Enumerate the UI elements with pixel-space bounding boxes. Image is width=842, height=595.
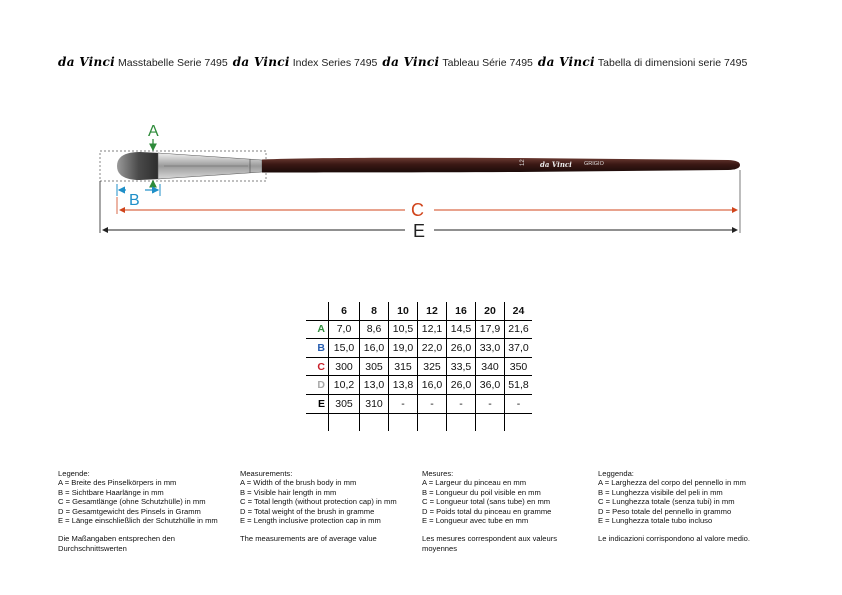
- table-cell: [505, 413, 533, 431]
- legend-line: A = Larghezza del corpo del pennello in mm: [598, 478, 746, 488]
- label-a: A: [148, 123, 159, 140]
- brush-hair: [117, 152, 160, 180]
- legend-line: D = Poids total du pinceau en gramme: [422, 506, 552, 516]
- table-cell: [389, 413, 418, 431]
- row-label: A: [306, 320, 329, 339]
- table-cell: 26,0: [447, 339, 476, 358]
- legend-line: C = Gesamtlänge (ohne Schutzhülle) in mm: [58, 497, 206, 507]
- table-row: [306, 394, 532, 413]
- header-title-it: Tabella di dimensioni serie 7495: [597, 57, 748, 69]
- table-cell: -: [476, 394, 505, 413]
- table-cell: 51,8: [505, 376, 533, 395]
- legend-title: Leggenda:: [598, 469, 634, 478]
- header-title-de: Masstabelle Serie 7495: [118, 57, 228, 69]
- table-cell: 315: [389, 357, 418, 376]
- label-e: E: [413, 221, 426, 241]
- column-header: 24: [505, 302, 533, 320]
- table-cell: 305: [360, 357, 389, 376]
- table-header-row: [306, 302, 532, 320]
- table-row: [306, 339, 532, 358]
- table-cell: 305: [329, 394, 360, 413]
- table-cell: 37,0: [505, 339, 533, 358]
- column-header: 6: [329, 302, 360, 320]
- handle-size-label: 12: [520, 159, 526, 166]
- legend-line: E = Longueur avec tube en mm: [422, 516, 529, 526]
- legend-note: Le indicazioni corrispondono al valore medio.: [598, 534, 750, 544]
- legend-line: D = Peso totale del pennello in grammo: [598, 506, 732, 516]
- table-cell: -: [447, 394, 476, 413]
- table-cell: 33,0: [476, 339, 505, 358]
- row-label: [306, 413, 329, 431]
- table-cell: 13,0: [360, 376, 389, 395]
- legend-line: B = Sichtbare Haarlänge in mm: [58, 487, 164, 497]
- table-cell: 350: [505, 357, 533, 376]
- table-cell: 16,0: [360, 339, 389, 358]
- size-table: [306, 302, 532, 431]
- label-b: B: [129, 192, 140, 209]
- legend-line: C = Lunghezza totale (senza tubi) in mm: [598, 497, 735, 507]
- table-row: [306, 413, 532, 431]
- header-title-en: Index Series 7495: [292, 57, 378, 69]
- legend-title: Legende:: [58, 469, 90, 478]
- legend-it: [598, 469, 750, 544]
- brush-handle: [262, 158, 740, 173]
- table-cell: 17,9: [476, 320, 505, 339]
- label-c: C: [411, 200, 424, 220]
- table-cell: -: [418, 394, 447, 413]
- legend-fr: [422, 469, 557, 553]
- brand-logo: da Vinci: [232, 55, 290, 69]
- column-header: 12: [418, 302, 447, 320]
- column-header: 16: [447, 302, 476, 320]
- brand-logo: da Vinci: [58, 55, 115, 69]
- table-cell: [329, 413, 360, 431]
- legend-line: D = Gesamtgewicht des Pinsels in Gramm: [58, 506, 201, 516]
- legend-line: B = Lunghezza visibile del peli in mm: [598, 487, 723, 497]
- table-cell: [418, 413, 447, 431]
- column-header: 8: [360, 302, 389, 320]
- table-cell: 12,1: [418, 320, 447, 339]
- table-row: [306, 357, 532, 376]
- legend-line: E = Länge einschließlich der Schutzhülle in mm: [58, 516, 218, 526]
- brand-logo: da Vinci: [537, 55, 595, 69]
- column-header: 10: [389, 302, 418, 320]
- brush-diagram: [0, 0, 842, 260]
- legend-line: A = Width of the brush body in mm: [240, 478, 357, 488]
- table-cell: 15,0: [329, 339, 360, 358]
- table-cell: 300: [329, 357, 360, 376]
- table-cell: 26,0: [447, 376, 476, 395]
- table-cell: [360, 413, 389, 431]
- legend-note: Die Maßangaben entsprechen den Durchschnittswerten: [58, 534, 175, 553]
- table-cell: 13,8: [389, 376, 418, 395]
- table-cell: 10,5: [389, 320, 418, 339]
- table-cell: 325: [418, 357, 447, 376]
- header-title-fr: Tableau Série 7495: [442, 57, 533, 69]
- table-cell: 19,0: [389, 339, 418, 358]
- table-cell: -: [505, 394, 533, 413]
- legend-line: E = Lunghezza totale tubo incluso: [598, 516, 713, 526]
- table-cell: 310: [360, 394, 389, 413]
- table-cell: -: [389, 394, 418, 413]
- brand-logo: da Vinci: [382, 55, 440, 69]
- table-cell: 10,2: [329, 376, 360, 395]
- row-label: E: [306, 394, 329, 413]
- table-cell: 33,5: [447, 357, 476, 376]
- table-cell: 22,0: [418, 339, 447, 358]
- table-cell: 21,6: [505, 320, 533, 339]
- table-cell: 340: [476, 357, 505, 376]
- legend-line: A = Largeur du pinceau en mm: [422, 478, 527, 488]
- table-cell: 36,0: [476, 376, 505, 395]
- legend-title: Measurements:: [240, 469, 293, 478]
- legend-line: D = Total weight of the brush in gramme: [240, 506, 375, 516]
- legend-note: Les mesures correspondent aux valeurs moyennes: [422, 534, 558, 553]
- handle-name-label: GRIGIO: [584, 161, 604, 167]
- row-label: C: [306, 357, 329, 376]
- legend-en: [240, 469, 397, 544]
- legend-line: B = Visible hair length in mm: [240, 487, 337, 497]
- legend-de: [58, 469, 218, 553]
- legend-line: C = Longueur total (sans tube) en mm: [422, 497, 551, 507]
- table-row: [306, 320, 532, 339]
- handle-brand-label: da Vinci: [540, 160, 572, 169]
- legend-title: Mesures:: [422, 469, 454, 478]
- table-cell: 16,0: [418, 376, 447, 395]
- table-cell: 8,6: [360, 320, 389, 339]
- legend-line: E = Length inclusive protection cap in mm: [240, 516, 381, 526]
- legend-line: C = Total length (without protection cap) in mm: [240, 497, 397, 507]
- table-corner: [306, 302, 329, 320]
- row-label: B: [306, 339, 329, 358]
- column-header: 20: [476, 302, 505, 320]
- table-cell: [447, 413, 476, 431]
- legend-line: A = Breite des Pinselkörpers in mm: [58, 478, 177, 488]
- row-label: D: [306, 376, 329, 395]
- legend-note: The measurements are of average value: [240, 534, 377, 544]
- table-cell: 14,5: [447, 320, 476, 339]
- table-cell: 7,0: [329, 320, 360, 339]
- legend-line: B = Longueur du poil visible en mm: [422, 487, 541, 497]
- table-row: [306, 376, 532, 395]
- table-cell: [476, 413, 505, 431]
